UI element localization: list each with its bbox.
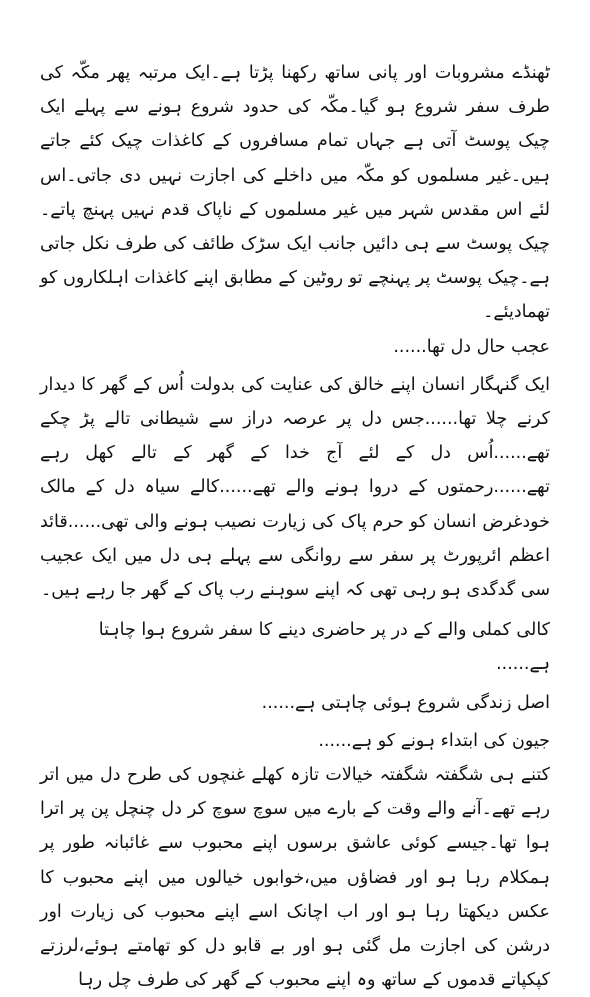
poetic-line-1: کالی کملی والے کے در پر حاضری دینے کا سفر شروع ہوا چاہتا ہے...... — [98, 620, 550, 675]
poetic-line-3: جیون کی ابتداء ہونے کو ہے...... — [318, 730, 550, 751]
body-paragraph-thoughts: کتنے ہی شگفتہ شگفتہ خیالات تازہ کھلے غنچوں کی طرح دل میں اتر رہے تھے۔آنے والے وقت کے بارے میں سوچ سوچ کر دل چنچل پن پر اترا ہوا تھا۔جیسے کوئی عاشق برسوں اپنے محبوب سے غائبانہ طور پر ہمکلام رہا ہو اور فضاؤں میں،خوابوں خیالوں میں اپنے محبوب کا عکس دیکھتا رہا ہو اور اب اچانک اسے اپنے محبوب کی زیارت اور درشن کی اجازت مل گئی ہو اور بے قابو دل کو تھامتے ہوئے،لرزتے کپکپاتے قدموں کے ساتھ وہ اپنے محبوب کے گھر کی طرف چل رہا — [40, 765, 550, 991]
body-paragraph-journey: ایک گنہگار انسان اپنے خالق کی عنایت کی بدولت اُس کے گھر کا دیدار کرنے چلا تھا......جس دل پر عرصہ دراز سے شیطانی تالے پڑ چکے تھے......اُس دل کے لئے آج خدا کے گھر کے تالے کھل رہے تھے......رحمتوں کے دروا ہونے والے تھے......کالے سیاہ دل کے مالک خودغرض انسان کو حرم پاک کی زیارت نصیب ہونے والی تھی......قائد اعظم ائرپورٹ پر سفر سے روانگی سے پہلے ہی دل میں ایک عجیب سی گدگدی ہو رہی تھی کہ اپنے سوہنے رب پاک کے گھر جا رہے ہیں۔ — [40, 374, 550, 601]
section-heading: عجب حال دل تھا...... — [393, 336, 550, 357]
poetic-line-2: اصل زندگی شروع ہوئی چاہتی ہے...... — [261, 692, 550, 713]
body-paragraph-checkpost: ٹھنڈے مشروبات اور پانی ساتھ رکھنا پڑتا ہے۔ایک مرتبہ پھر مکّہ کی طرف سفر شروع ہو گیا۔مکّہ کی حدود شروع ہونے سے پہلے ایک چیک پوسٹ آتی ہے جہاں تمام مسافروں کے کاغذات چیک کئے جاتے ہیں۔غیر مسلموں کو مکّہ میں داخلے کی اجازت نہیں دی جاتی۔اس لئے اس مقدس شہر میں غیر مسلموں کے ناپاک قدم نہیں پہنچ پاتے۔چیک پوسٹ سے ہی دائیں جانب ایک سڑک طائف کی طرف نکل جاتی ہے۔چیک پوسٹ پر پہنچے تو روٹین کے مطابق اپنے کاغذات اہلکاروں کو تھمادیئے۔ — [40, 63, 550, 323]
